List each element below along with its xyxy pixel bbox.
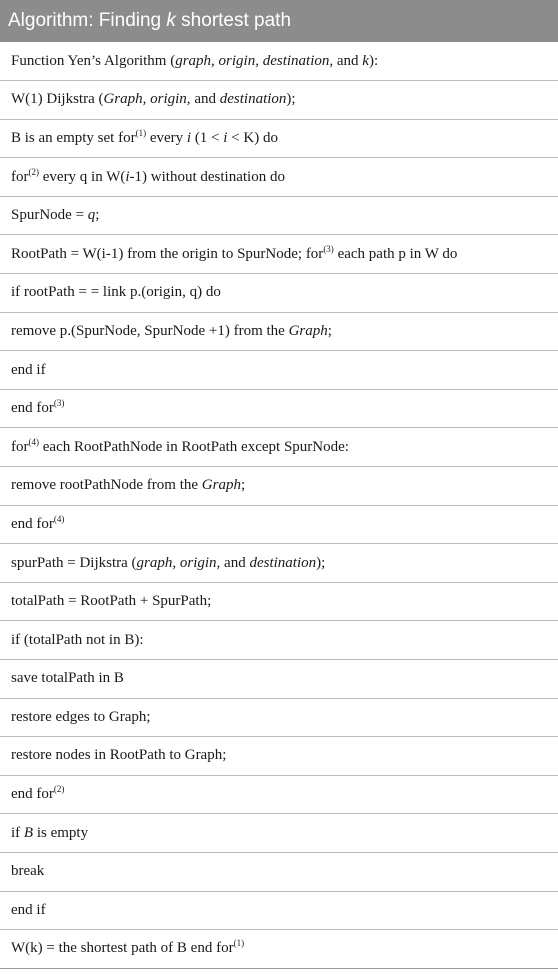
step-text: end for	[11, 786, 54, 803]
step-text: );	[316, 554, 326, 571]
algorithm-step	[0, 891, 558, 930]
algorithm-step-row	[0, 81, 558, 120]
algorithm-step-row	[0, 891, 558, 930]
step-text: for	[11, 168, 29, 185]
algorithm-step-row	[0, 930, 558, 969]
step-italic-text: graph, origin,	[136, 554, 221, 571]
step-text: Function Yen’s Algorithm (	[11, 52, 176, 69]
step-text: < K) do	[227, 129, 278, 146]
step-text: every q in W(	[39, 168, 126, 185]
step-text: end if	[11, 901, 46, 918]
title-suffix: shortest path	[175, 10, 292, 31]
step-superscript: (4)	[53, 513, 65, 524]
step-text: SpurNode =	[11, 207, 88, 224]
algorithm-step-row	[0, 389, 558, 428]
step-italic-text: destination	[219, 91, 287, 108]
step-text: ;	[240, 477, 246, 494]
algorithm-steps	[0, 42, 558, 968]
step-text: and	[333, 52, 363, 69]
algorithm-step	[0, 467, 558, 506]
step-superscript: (3)	[53, 398, 65, 409]
algorithm-step-row	[0, 737, 558, 776]
algorithm-step-row	[0, 312, 558, 351]
algorithm-step-row	[0, 582, 558, 621]
algorithm-step	[0, 582, 558, 621]
title-k: k	[166, 10, 176, 31]
step-superscript: (2)	[28, 166, 39, 177]
step-text: and	[220, 554, 250, 571]
step-text: break	[11, 863, 45, 880]
step-text: RootPath = W(i-1) from the origin to SpurNode; for	[11, 245, 324, 262]
algorithm-step	[0, 389, 558, 428]
step-text: ):	[368, 52, 379, 69]
algorithm-step-row	[0, 351, 558, 390]
step-superscript: (1)	[233, 938, 245, 949]
step-italic-text: B	[23, 824, 34, 841]
step-text: (1 <	[191, 129, 224, 146]
algorithm-step-row	[0, 235, 558, 274]
algorithm-step	[0, 119, 558, 158]
algorithm-step	[0, 852, 558, 891]
step-text: ;	[327, 322, 332, 339]
step-italic-text: Graph	[288, 322, 328, 339]
algorithm-step-row	[0, 196, 558, 235]
step-text: totalPath = RootPath + SpurPath;	[11, 593, 212, 610]
algorithm-step	[0, 196, 558, 235]
algorithm-step-row	[0, 698, 558, 737]
step-text: if rootPath = = link p.(origin, q) do	[11, 284, 221, 301]
algorithm-step	[0, 42, 558, 81]
algorithm-step	[0, 621, 558, 660]
step-text: each path p in W do	[333, 245, 458, 262]
algorithm-step	[0, 814, 558, 853]
step-text: remove rootPathNode from the	[11, 477, 202, 494]
step-italic-text: i	[125, 168, 130, 185]
step-italic-text: Graph	[201, 477, 241, 494]
step-italic-text: destination	[249, 554, 317, 571]
step-text: spurPath = Dijkstra (	[11, 554, 137, 571]
step-text: end for	[11, 400, 54, 417]
algorithm-step-row	[0, 428, 558, 467]
step-text: and	[190, 91, 220, 108]
step-text: W(k) = the shortest path of B end for	[11, 940, 234, 957]
step-superscript: (3)	[323, 243, 334, 254]
algorithm-step	[0, 351, 558, 390]
step-italic-text: i	[186, 129, 192, 146]
algorithm-step	[0, 81, 558, 120]
algorithm-step	[0, 737, 558, 776]
algorithm-step-row	[0, 158, 558, 197]
algorithm-step-row	[0, 467, 558, 506]
algorithm-step	[0, 775, 558, 814]
algorithm-step-row	[0, 42, 558, 81]
algorithm-step-row	[0, 852, 558, 891]
step-text: B is an empty set for	[11, 129, 136, 146]
step-text: restore edges to Graph;	[11, 708, 151, 725]
step-italic-text: k	[362, 52, 369, 69]
step-superscript: (1)	[135, 127, 147, 138]
step-text: end if	[11, 361, 46, 378]
step-superscript: (4)	[28, 436, 39, 447]
step-italic-text: graph, origin, destination,	[175, 52, 334, 69]
algorithm-step	[0, 698, 558, 737]
algorithm-step-row	[0, 119, 558, 158]
algorithm-step	[0, 158, 558, 197]
algorithm-step-row	[0, 660, 558, 699]
step-italic-text: q	[87, 207, 96, 224]
step-italic-text: Graph, origin,	[103, 91, 191, 108]
step-italic-text: i	[223, 129, 228, 146]
step-text: is empty	[33, 824, 89, 841]
step-text: -1) without destination do	[129, 168, 285, 185]
algorithm-step	[0, 660, 558, 699]
algorithm-step	[0, 274, 558, 313]
step-text: each RootPathNode in RootPath except SpurNode:	[39, 438, 349, 455]
algorithm-step	[0, 544, 558, 583]
step-text: restore nodes in RootPath to Graph;	[11, 747, 227, 764]
step-text: save totalPath in B	[11, 670, 124, 687]
step-text: ;	[95, 207, 100, 224]
title-prefix: Algorithm: Finding	[8, 10, 167, 31]
algorithm-step	[0, 312, 558, 351]
algorithm-step	[0, 235, 558, 274]
algorithm-step	[0, 428, 558, 467]
step-text: end for	[11, 515, 54, 532]
algorithm-step	[0, 505, 558, 544]
step-text: every	[146, 129, 187, 146]
step-text: for	[11, 438, 29, 455]
algorithm-title	[0, 0, 558, 42]
algorithm-step-row	[0, 274, 558, 313]
algorithm-step-row	[0, 621, 558, 660]
algorithm-step	[0, 930, 558, 969]
step-text: );	[286, 91, 296, 108]
step-text: if (totalPath not in B):	[11, 631, 144, 648]
algorithm-step-row	[0, 544, 558, 583]
step-text: if	[11, 824, 24, 841]
algorithm-step-row	[0, 505, 558, 544]
step-superscript: (2)	[53, 784, 65, 795]
algorithm-step-row	[0, 775, 558, 814]
header-row	[0, 0, 558, 42]
step-text: W(1) Dijkstra (	[11, 91, 104, 108]
step-text: remove p.(SpurNode, SpurNode +1) from the	[11, 322, 289, 339]
algorithm-step-row	[0, 814, 558, 853]
